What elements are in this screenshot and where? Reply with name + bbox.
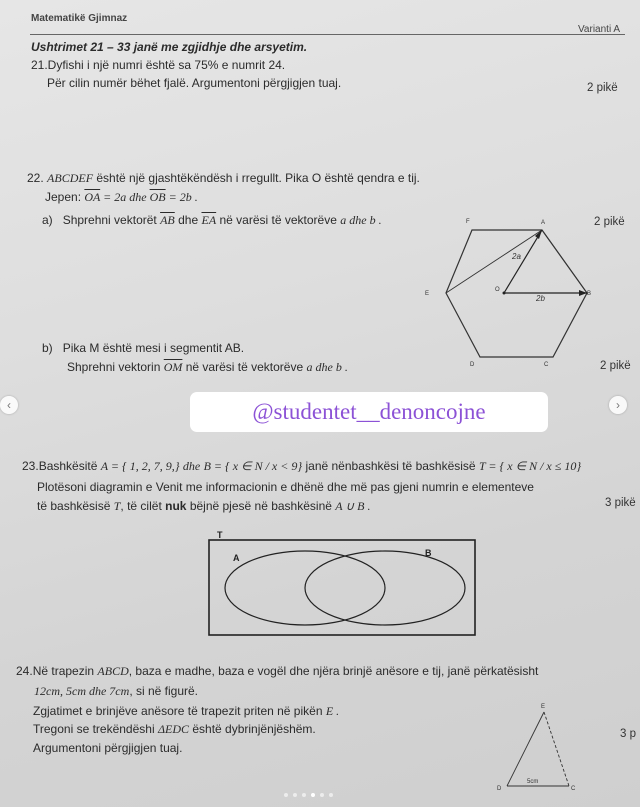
q22-eq-2a: = 2a dhe [100, 190, 150, 204]
side-ec [544, 712, 569, 786]
q22-vec-ea: $\overline{EA}$ [201, 213, 217, 227]
q24-line4a: Tregoni se trekëndëshi [33, 722, 155, 736]
carousel-dot-active[interactable] [311, 793, 315, 797]
center-point-o [503, 292, 506, 295]
vertex-label-c: C [544, 362, 549, 368]
q22-vec-ab: $\overline{AB}$ [160, 213, 175, 227]
carousel-dot[interactable] [284, 793, 288, 797]
header-divider [30, 34, 625, 35]
variant-label: Varianti A [578, 24, 621, 35]
school-header: Matematikë Gjimnaz [31, 13, 128, 24]
vertex-label-e: E [425, 291, 430, 297]
q22-b-label: b) [42, 341, 53, 355]
q22-num: 22. [27, 171, 44, 185]
q22-given [45, 190, 198, 205]
q22-text [27, 171, 420, 186]
prev-button[interactable] [0, 396, 18, 414]
q22-a-text [42, 213, 382, 228]
q23-text2: janë nënbashkësi të bashkësisë [305, 459, 476, 473]
q23-set-a: A = { 1, 2, 7, 9,} [100, 459, 180, 473]
vertex-label-f: F [466, 219, 470, 225]
hexagon-figure [420, 215, 600, 375]
q22-a-points: 2 pikë [594, 216, 625, 228]
point-label-e: E [541, 704, 546, 710]
q22-hexagon-name: ABCDEF [47, 171, 94, 185]
q24-text2: , baza e madhe, baza e vogël dhe njëra brinjë anësore e tij, janë përkatësisht [128, 664, 539, 678]
q24-line1 [16, 664, 538, 679]
q24-line5: Argumentoni përgjigjen tuaj. [33, 741, 183, 755]
q21-points: 2 pikë [587, 82, 618, 94]
carousel-dot[interactable] [293, 793, 297, 797]
q23-num: 23. [22, 459, 39, 473]
q22-b-line1 [42, 341, 244, 355]
q22-a-label: a) [42, 213, 53, 227]
chevron-left-icon: ‹ [7, 398, 11, 412]
q24-text3: , si në figurë. [129, 684, 199, 698]
q22-b-line1-text: Pika M është mesi i segmentit AB. [62, 341, 245, 355]
q24-dims: 12cm, 5cm dhe 7cm [34, 684, 130, 698]
q24-line2 [34, 684, 198, 699]
length-label: 5cm [527, 779, 539, 785]
vertex-label-o: O [495, 287, 500, 293]
q22-b-points: 2 pikë [600, 360, 631, 372]
q23-line3c: bëjnë pjesë në bashkësinë [189, 499, 332, 513]
watermark-banner: @studentet__denoncojne [190, 392, 548, 432]
q23-line3b: , të cilët [120, 499, 162, 513]
q23-nuk: nuk [165, 499, 187, 513]
q22-b-line2 [67, 360, 348, 375]
q23-points: 3 pikë [605, 497, 636, 509]
q22-vec-ob: $\overline{OB}$ [149, 190, 166, 204]
point-label-c: C [571, 786, 576, 792]
q23-line2: Plotësoni diagramin e Venit me informacionin e dhënë dhe më pas gjeni numrin e elementeve [37, 480, 534, 494]
venn-diagram [205, 530, 480, 640]
point-label-d: D [497, 786, 502, 792]
q24-points: 3 p [620, 728, 636, 740]
q22-vec-oa: $\overline{OA}$ [84, 190, 101, 204]
q22-intro: është një gjashtëkëndësh i rregullt. Pika O është qendra e tij. [93, 171, 420, 185]
q24-abcd: ABCD [97, 664, 129, 678]
q24-edc: ΔEDC [157, 722, 190, 736]
carousel-indicator [284, 793, 333, 797]
side-ed [507, 712, 544, 786]
q22-given-label: Jepen: [45, 190, 82, 204]
venn-label-t: T [217, 530, 223, 540]
q24-text1: Në trapezin [32, 664, 95, 678]
q23-set-t: T = { x ∈ N / x ≤ 10} [478, 459, 582, 473]
carousel-dot[interactable] [320, 793, 324, 797]
q23-text1: Bashkësitë [38, 459, 98, 473]
q22-b-text2: në varësi të vektorëve [185, 360, 304, 374]
carousel-dot[interactable] [329, 793, 333, 797]
q23-dhe: dhe [182, 459, 201, 473]
q23-line3-t: T [113, 499, 121, 513]
q23-line1 [22, 459, 581, 474]
q22-a-dhe: dhe [178, 213, 199, 227]
q21-line1: 21.Dyfishi i një numri është sa 75% e numrit 24. [31, 58, 286, 72]
q22-eq-2b: = 2b . [165, 190, 198, 204]
q22-a-text2: në varësi të vektorëve [219, 213, 337, 227]
q24-line3 [33, 704, 339, 719]
q23-line3a: të bashkësisë [37, 499, 111, 513]
q24-num: 24. [16, 664, 33, 678]
q23-union: A ∪ B . [335, 499, 371, 513]
segment-ea [446, 230, 542, 293]
vector-oa-arrow [535, 230, 542, 239]
label-2a: 2a [512, 252, 521, 261]
venn-label-b: B [425, 548, 432, 558]
q22-b-text: Shprehni vektorin [67, 360, 161, 374]
q22-a-vecs: a dhe b . [340, 213, 382, 227]
q24-line4 [33, 722, 316, 737]
triangle-figure [485, 698, 585, 798]
chevron-right-icon: › [616, 398, 620, 412]
segment-ab [542, 230, 587, 293]
carousel-dot[interactable] [302, 793, 306, 797]
q22-a-text1: Shprehni vektorët [62, 213, 157, 227]
venn-label-a: A [233, 553, 240, 563]
label-2b: 2b [536, 294, 545, 303]
vertex-label-b: B [587, 291, 592, 297]
vector-oa [504, 230, 542, 293]
q24-line4b: është dybrinjënjëshëm. [192, 722, 316, 736]
instructions: Ushtrimet 21 – 33 janë me zgjidhje dhe arsyetim. [31, 40, 308, 54]
q24-point-e: E . [325, 704, 340, 718]
q23-line3 [37, 499, 371, 514]
next-button[interactable] [609, 396, 627, 414]
q22-b-vecs: a dhe b . [306, 360, 348, 374]
q21-line2: Për cilin numër bëhet fjalë. Argumentoni përgjigjen tuaj. [47, 76, 342, 90]
q22-vec-om: $\overline{OM}$ [163, 360, 183, 374]
vertex-label-a: A [541, 220, 546, 226]
q23-set-b: B = { x ∈ N / x < 9} [203, 459, 303, 473]
vertex-label-d: D [470, 362, 475, 368]
q24-line3a: Zgjatimet e brinjëve anësore të trapezit priten në pikën [33, 704, 323, 718]
